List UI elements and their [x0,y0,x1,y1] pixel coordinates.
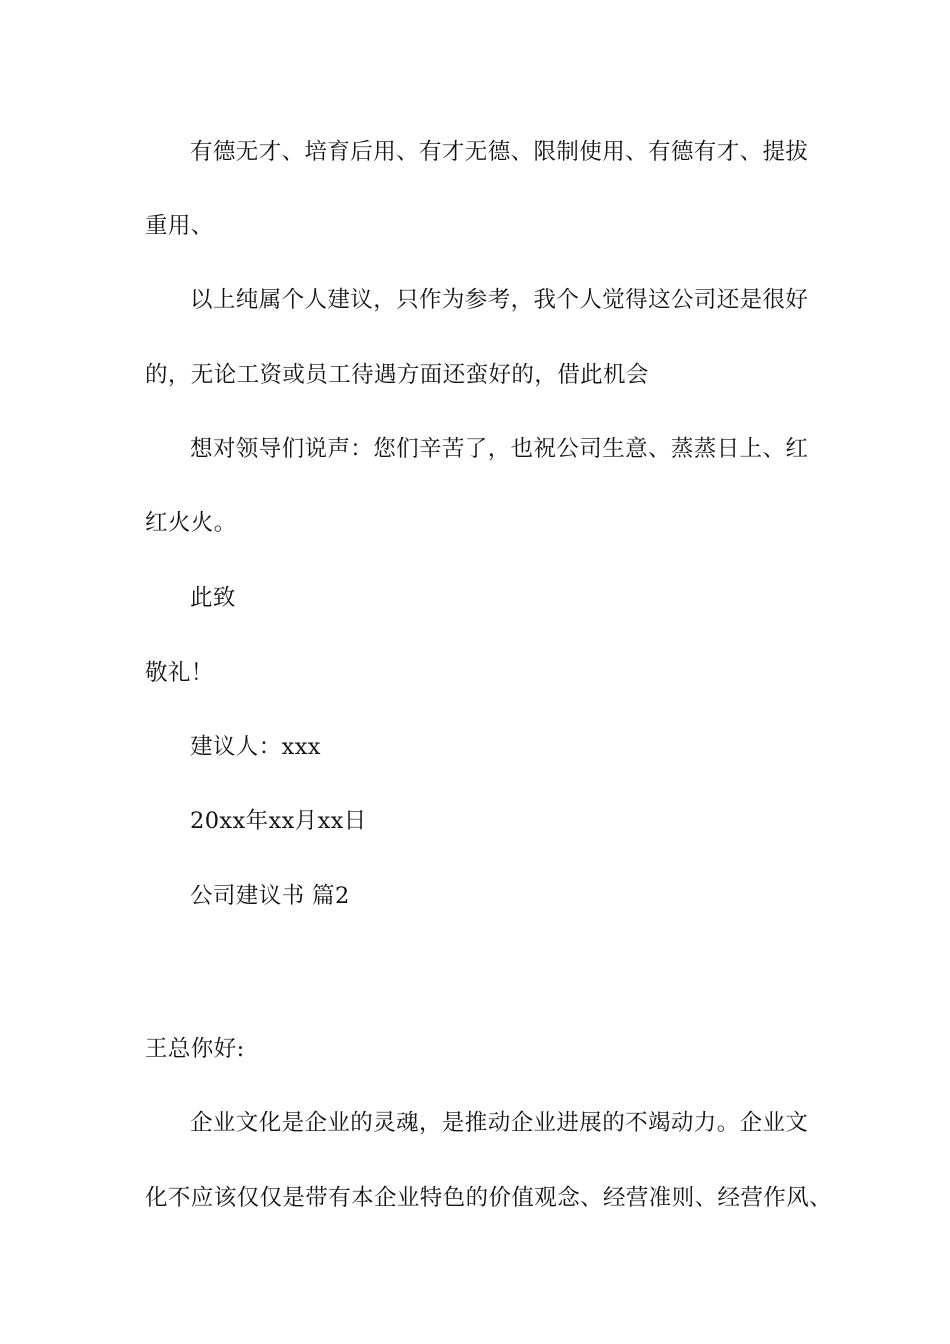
closing-regards: 敬礼！ [145,660,214,686]
paragraph-line-3: 以上纯属个人建议，只作为参考，我个人觉得这公司还是很好 [190,287,809,313]
paragraph-line-1: 有德无才、培育后用、有才无德、限制使用、有德有才、提拔 [190,139,809,165]
paragraph-line-5: 想对领导们说声：您们辛苦了，也祝公司生意、蒸蒸日上、红 [190,436,809,462]
signer-line: 建议人：xxx [190,734,321,760]
paragraph-line-6: 红火火。 [145,510,237,536]
paragraph-line-7: 企业文化是企业的灵魂，是推动企业进展的不竭动力。企业文 [190,1110,809,1136]
paragraph-line-4: 的，无论工资或员工待遇方面还蛮好的，借此机会 [145,362,649,388]
date-line: 20xx年xx月xx日 [190,808,367,834]
greeting-line: 王总你好: [145,1036,245,1062]
paragraph-line-8: 化不应该仅仅是带有本企业特色的价值观念、经营准则、经营作风、 [145,1185,833,1211]
paragraph-line-2: 重用、 [145,213,214,239]
closing-salutation: 此致 [190,585,236,611]
section-heading: 公司建议书 篇2 [190,883,350,909]
